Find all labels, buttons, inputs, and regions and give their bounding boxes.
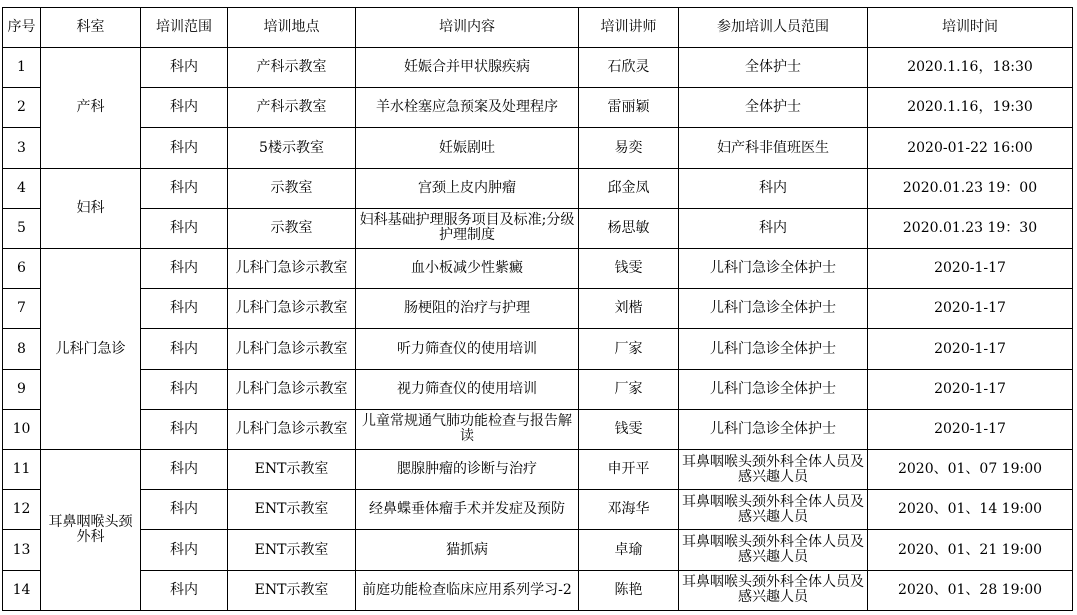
scope-cell: 科内 [141, 450, 228, 490]
scope-cell: 科内 [141, 128, 228, 168]
table-body [3, 48, 1073, 611]
scope-cell: 科内 [141, 208, 228, 248]
location-cell: 示教室 [228, 208, 356, 248]
time-cell: 2020、01、07 19:00 [868, 450, 1073, 490]
content-cell: 猫抓病 [356, 530, 579, 570]
lecturer-cell: 邱金凤 [579, 168, 679, 208]
location-cell: ENT示教室 [228, 450, 356, 490]
row-number: 10 [3, 409, 41, 449]
content-cell: 腮腺肿瘤的诊断与治疗 [356, 450, 579, 490]
training-schedule-table [2, 7, 1073, 611]
lecturer-cell: 申开平 [579, 450, 679, 490]
lecturer-cell: 刘楷 [579, 289, 679, 329]
department-cell: 儿科门急诊 [41, 249, 141, 450]
attendees-cell: 耳鼻咽喉头颈外科全体人员及感兴趣人员 [679, 570, 868, 610]
time-cell: 2020、01、28 19:00 [868, 570, 1073, 610]
location-cell: 儿科门急诊示教室 [228, 409, 356, 449]
lecturer-cell: 厂家 [579, 369, 679, 409]
row-number: 12 [3, 490, 41, 530]
scope-cell: 科内 [141, 329, 228, 369]
table-row [3, 409, 1073, 449]
header-lecturer: 培训讲师 [579, 8, 679, 48]
header-no: 序号 [3, 8, 41, 48]
row-number: 1 [3, 48, 41, 88]
header-content: 培训内容 [356, 8, 579, 48]
lecturer-cell: 钱雯 [579, 409, 679, 449]
location-cell: 产科示教室 [228, 88, 356, 128]
header-scope: 培训范围 [141, 8, 228, 48]
row-number: 5 [3, 208, 41, 248]
location-cell: 儿科门急诊示教室 [228, 249, 356, 289]
row-number: 7 [3, 289, 41, 329]
table-row [3, 289, 1073, 329]
attendees-cell: 儿科门急诊全体护士 [679, 289, 868, 329]
attendees-cell: 耳鼻咽喉头颈外科全体人员及感兴趣人员 [679, 450, 868, 490]
lecturer-cell: 邓海华 [579, 490, 679, 530]
time-cell: 2020.01.23 19：00 [868, 168, 1073, 208]
table-row [3, 168, 1073, 208]
table-row [3, 88, 1073, 128]
content-cell: 妇科基础护理服务项目及标准;分级护理制度 [356, 208, 579, 248]
attendees-cell: 全体护士 [679, 88, 868, 128]
lecturer-cell: 杨思敏 [579, 208, 679, 248]
content-cell: 妊娠合并甲状腺疾病 [356, 48, 579, 88]
scope-cell: 科内 [141, 369, 228, 409]
table-row [3, 570, 1073, 610]
time-cell: 2020-1-17 [868, 289, 1073, 329]
table-row [3, 249, 1073, 289]
department-cell: 产科 [41, 48, 141, 169]
time-cell: 2020.1.16，18:30 [868, 48, 1073, 88]
time-cell: 2020-1-17 [868, 409, 1073, 449]
scope-cell: 科内 [141, 570, 228, 610]
attendees-cell: 儿科门急诊全体护士 [679, 369, 868, 409]
content-cell: 宫颈上皮内肿瘤 [356, 168, 579, 208]
row-number: 8 [3, 329, 41, 369]
table-row [3, 48, 1073, 88]
lecturer-cell: 厂家 [579, 329, 679, 369]
scope-cell: 科内 [141, 88, 228, 128]
row-number: 6 [3, 249, 41, 289]
attendees-cell: 耳鼻咽喉头颈外科全体人员及感兴趣人员 [679, 490, 868, 530]
row-number: 9 [3, 369, 41, 409]
content-cell: 妊娠剧吐 [356, 128, 579, 168]
content-cell: 前庭功能检查临床应用系列学习-2 [356, 570, 579, 610]
scope-cell: 科内 [141, 490, 228, 530]
location-cell: 5楼示教室 [228, 128, 356, 168]
attendees-cell: 儿科门急诊全体护士 [679, 409, 868, 449]
lecturer-cell: 石欣灵 [579, 48, 679, 88]
attendees-cell: 儿科门急诊全体护士 [679, 329, 868, 369]
content-cell: 视力筛查仪的使用培训 [356, 369, 579, 409]
time-cell: 2020.01.23 19：30 [868, 208, 1073, 248]
lecturer-cell: 易奕 [579, 128, 679, 168]
content-cell: 羊水栓塞应急预案及处理程序 [356, 88, 579, 128]
attendees-cell: 妇产科非值班医生 [679, 128, 868, 168]
scope-cell: 科内 [141, 530, 228, 570]
header-location: 培训地点 [228, 8, 356, 48]
location-cell: 儿科门急诊示教室 [228, 289, 356, 329]
time-cell: 2020-1-17 [868, 329, 1073, 369]
content-cell: 听力筛查仪的使用培训 [356, 329, 579, 369]
time-cell: 2020-1-17 [868, 249, 1073, 289]
table-row [3, 128, 1073, 168]
content-cell: 血小板减少性紫癜 [356, 249, 579, 289]
row-number: 11 [3, 450, 41, 490]
row-number: 13 [3, 530, 41, 570]
attendees-cell: 儿科门急诊全体护士 [679, 249, 868, 289]
time-cell: 2020-1-17 [868, 369, 1073, 409]
attendees-cell: 科内 [679, 208, 868, 248]
lecturer-cell: 钱雯 [579, 249, 679, 289]
scope-cell: 科内 [141, 249, 228, 289]
header-row [3, 8, 1073, 48]
table-row [3, 329, 1073, 369]
location-cell: 产科示教室 [228, 48, 356, 88]
header-department: 科室 [41, 8, 141, 48]
table-row [3, 369, 1073, 409]
scope-cell: 科内 [141, 48, 228, 88]
attendees-cell: 全体护士 [679, 48, 868, 88]
lecturer-cell: 卓瑜 [579, 530, 679, 570]
location-cell: 儿科门急诊示教室 [228, 329, 356, 369]
row-number: 14 [3, 570, 41, 610]
attendees-cell: 耳鼻咽喉头颈外科全体人员及感兴趣人员 [679, 530, 868, 570]
header-attendees: 参加培训人员范围 [679, 8, 868, 48]
time-cell: 2020-01-22 16:00 [868, 128, 1073, 168]
department-cell: 妇科 [41, 168, 141, 248]
scope-cell: 科内 [141, 289, 228, 329]
scope-cell: 科内 [141, 409, 228, 449]
header-time: 培训时间 [868, 8, 1073, 48]
location-cell: 示教室 [228, 168, 356, 208]
lecturer-cell: 雷丽颖 [579, 88, 679, 128]
content-cell: 经鼻蝶垂体瘤手术并发症及预防 [356, 490, 579, 530]
row-number: 3 [3, 128, 41, 168]
location-cell: ENT示教室 [228, 530, 356, 570]
time-cell: 2020.1.16，19:30 [868, 88, 1073, 128]
time-cell: 2020、01、14 19:00 [868, 490, 1073, 530]
table-row [3, 530, 1073, 570]
department-cell: 耳鼻咽喉头颈外科 [41, 450, 141, 611]
table-row [3, 450, 1073, 490]
row-number: 4 [3, 168, 41, 208]
table-row [3, 490, 1073, 530]
attendees-cell: 科内 [679, 168, 868, 208]
location-cell: ENT示教室 [228, 490, 356, 530]
table-row [3, 208, 1073, 248]
lecturer-cell: 陈艳 [579, 570, 679, 610]
location-cell: ENT示教室 [228, 570, 356, 610]
row-number: 2 [3, 88, 41, 128]
scope-cell: 科内 [141, 168, 228, 208]
location-cell: 儿科门急诊示教室 [228, 369, 356, 409]
content-cell: 儿童常规通气肺功能检查与报告解读 [356, 409, 579, 449]
content-cell: 肠梗阻的治疗与护理 [356, 289, 579, 329]
time-cell: 2020、01、21 19:00 [868, 530, 1073, 570]
